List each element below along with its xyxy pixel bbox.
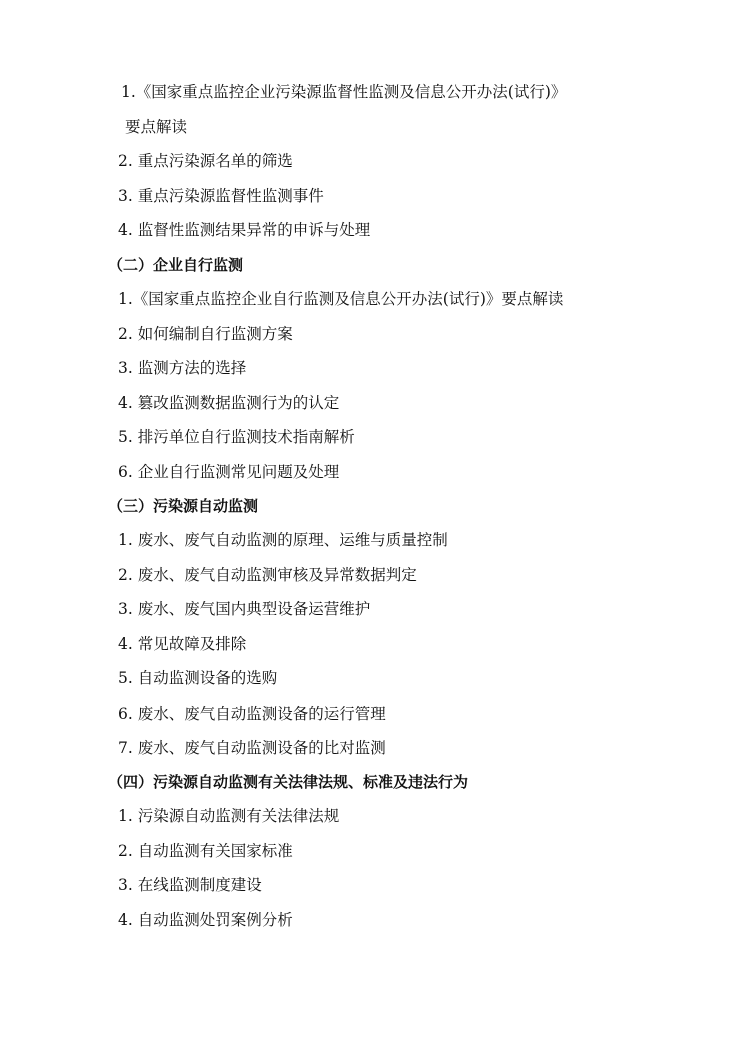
list-item: 4. 篡改监测数据监测行为的认定 <box>118 394 340 412</box>
list-item: 4. 监督性监测结果异常的申诉与处理 <box>118 221 371 239</box>
section-heading: （四）污染源自动监测有关法律法规、标准及违法行为 <box>108 773 469 791</box>
list-item: 1.《国家重点监控企业污染源监督性监测及信息公开办法(试行)》 <box>121 83 567 101</box>
list-item: 3. 废水、废气国内典型设备运营维护 <box>118 600 371 618</box>
list-item: 1.《国家重点监控企业自行监测及信息公开办法(试行)》要点解读 <box>118 290 564 308</box>
section-heading: （二）企业自行监测 <box>108 256 244 274</box>
list-item: 2. 废水、废气自动监测审核及异常数据判定 <box>118 566 417 584</box>
section-heading: （三）污染源自动监测 <box>108 497 259 515</box>
list-item: 5. 自动监测设备的选购 <box>118 669 278 687</box>
list-item: 2. 自动监测有关国家标准 <box>118 842 293 860</box>
list-item-continuation: 要点解读 <box>125 118 188 136</box>
list-item: 3. 在线监测制度建设 <box>118 876 262 894</box>
list-item: 3. 监测方法的选择 <box>118 359 247 377</box>
list-item: 2. 重点污染源名单的筛选 <box>118 152 293 170</box>
list-item: 5. 排污单位自行监测技术指南解析 <box>118 428 355 446</box>
list-item: 4. 自动监测处罚案例分析 <box>118 911 293 929</box>
list-item: 1. 废水、废气自动监测的原理、运维与质量控制 <box>118 531 448 549</box>
list-item: 1. 污染源自动监测有关法律法规 <box>118 807 340 825</box>
list-item: 3. 重点污染源监督性监测事件 <box>118 187 324 205</box>
list-item: 4. 常见故障及排除 <box>118 635 247 653</box>
list-item: 2. 如何编制自行监测方案 <box>118 325 293 343</box>
list-item: 6. 企业自行监测常见问题及处理 <box>118 463 340 481</box>
list-item: 6. 废水、废气自动监测设备的运行管理 <box>118 705 386 723</box>
list-item: 7. 废水、废气自动监测设备的比对监测 <box>118 739 386 757</box>
